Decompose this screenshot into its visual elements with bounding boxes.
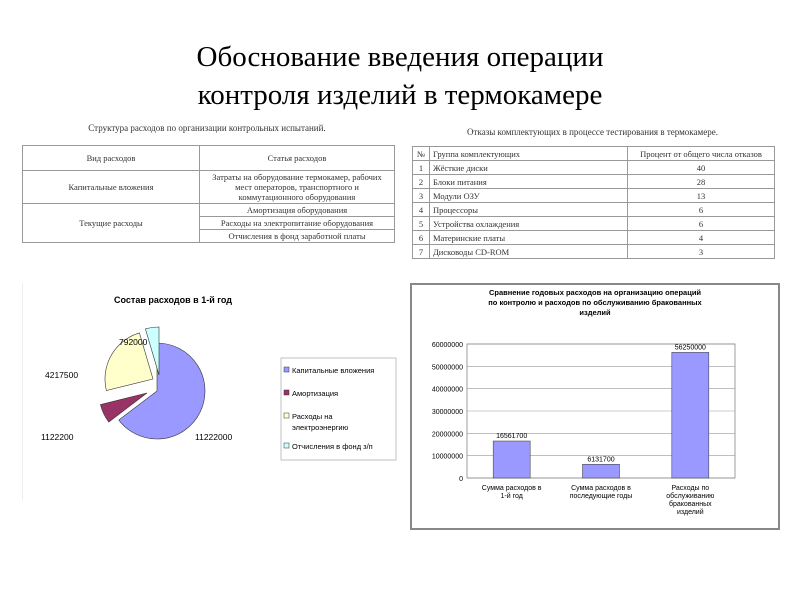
cell: 5	[413, 217, 430, 231]
header-cell: Вид расходов	[23, 146, 200, 171]
cell: 6	[628, 217, 775, 231]
data-label: 16561700	[496, 433, 528, 441]
title-line-1: Обоснование введения операции	[196, 41, 604, 73]
cell: 28	[628, 175, 775, 189]
x-tick-label: обслуживанию	[666, 493, 715, 500]
y-tick-label: 50000000	[431, 364, 463, 372]
y-tick-label: 10000000	[431, 453, 463, 461]
header-cell: №	[413, 147, 430, 161]
cell: 1	[413, 161, 430, 175]
expenses-structure-table	[22, 145, 395, 243]
header-cell: Статья расходов	[200, 146, 395, 171]
table2-caption: Отказы комплектующих в процессе тестирования в термокамере.	[467, 127, 718, 137]
cell: Устройства охлаждения	[430, 217, 628, 231]
cell: 7	[413, 245, 430, 259]
cell: 3	[413, 189, 430, 203]
legend-swatch	[284, 390, 289, 395]
chart-title: Состав расходов в 1-й год	[114, 295, 232, 305]
cell: 2	[413, 175, 430, 189]
legend-label: Капитальные вложения	[292, 366, 375, 375]
table-row	[413, 161, 775, 175]
x-tick-label: последующие годы	[569, 493, 633, 500]
data-label: 6131700	[587, 456, 615, 464]
cell: Блоки питания	[430, 175, 628, 189]
cell: Материнские платы	[430, 231, 628, 245]
x-tick-label: изделий	[677, 509, 704, 516]
cell: Амортизация оборудования	[200, 204, 395, 217]
failures-table	[412, 146, 775, 259]
table-row	[413, 245, 775, 259]
table1-caption: Структура расходов по организации контрольных испытаний.	[88, 123, 326, 133]
cell: Текущие расходы	[23, 204, 200, 243]
cell: Дисководы CD-ROM	[430, 245, 628, 259]
cell: 6	[628, 203, 775, 217]
cell: Модули ОЗУ	[430, 189, 628, 203]
bar	[583, 464, 620, 478]
cell: Расходы на электропитание оборудования	[200, 217, 395, 230]
table-row	[413, 203, 775, 217]
table-row	[413, 217, 775, 231]
cell: 6	[413, 231, 430, 245]
bar-chart	[410, 283, 780, 530]
cell: 13	[628, 189, 775, 203]
legend-swatch	[284, 443, 289, 448]
legend-label: электроэнергию	[292, 423, 349, 432]
x-tick-label: бракованных	[669, 501, 712, 508]
y-tick-label: 30000000	[431, 409, 463, 416]
legend-swatch	[284, 413, 289, 418]
chart-title: изделий	[579, 308, 611, 317]
pie-chart	[22, 283, 399, 500]
legend-label: Отчисления в фонд з/п	[292, 442, 373, 451]
cell: Капитальные вложения	[23, 171, 200, 204]
y-tick-label: 20000000	[431, 431, 463, 439]
table-row	[413, 189, 775, 203]
x-tick-label: Сумма расходов в	[481, 485, 542, 492]
title-line-2: контроля изделий в термокамере	[197, 79, 603, 111]
data-label: 4217500	[45, 370, 79, 380]
data-label: 792000	[119, 337, 148, 347]
legend-label: Расходы на	[292, 412, 333, 421]
x-tick-label: 1-й год	[500, 493, 523, 500]
cell: 4	[628, 231, 775, 245]
y-tick-label: 60000000	[431, 342, 463, 349]
data-label: 56250000	[674, 344, 706, 352]
header-cell: Группа комплектующих	[430, 147, 628, 161]
x-tick-label: Сумма расходов в	[571, 485, 631, 492]
legend-label: Амортизация	[292, 389, 339, 398]
table-row	[413, 231, 775, 245]
y-tick-label: 40000000	[431, 386, 463, 394]
y-tick-label: 0	[459, 476, 463, 483]
cell: Процессоры	[430, 203, 628, 217]
data-label: 11222000	[195, 432, 233, 442]
bar	[493, 441, 530, 478]
cell: Отчисления в фонд заработной платы	[200, 230, 395, 243]
legend-swatch	[284, 367, 289, 372]
table-row	[413, 175, 775, 189]
x-tick-label: Расходы по	[671, 485, 710, 492]
cell: 4	[413, 203, 430, 217]
chart-title: по контролю и расходов по обслуживанию бракованных	[488, 298, 702, 307]
data-label: 1122200	[41, 432, 74, 442]
cell: 3	[628, 245, 775, 259]
slide-title	[0, 38, 800, 114]
cell: Затраты на оборудование термокамер, рабочих мест операторов, транспортного и коммутационного оборудования	[200, 171, 395, 204]
chart-title: Сравнение годовых расходов на организацию операций	[488, 288, 702, 297]
header-cell: Процент от общего числа отказов	[628, 147, 775, 161]
cell: Жёсткие диски	[430, 161, 628, 175]
bar	[672, 352, 709, 478]
cell: 40	[628, 161, 775, 175]
